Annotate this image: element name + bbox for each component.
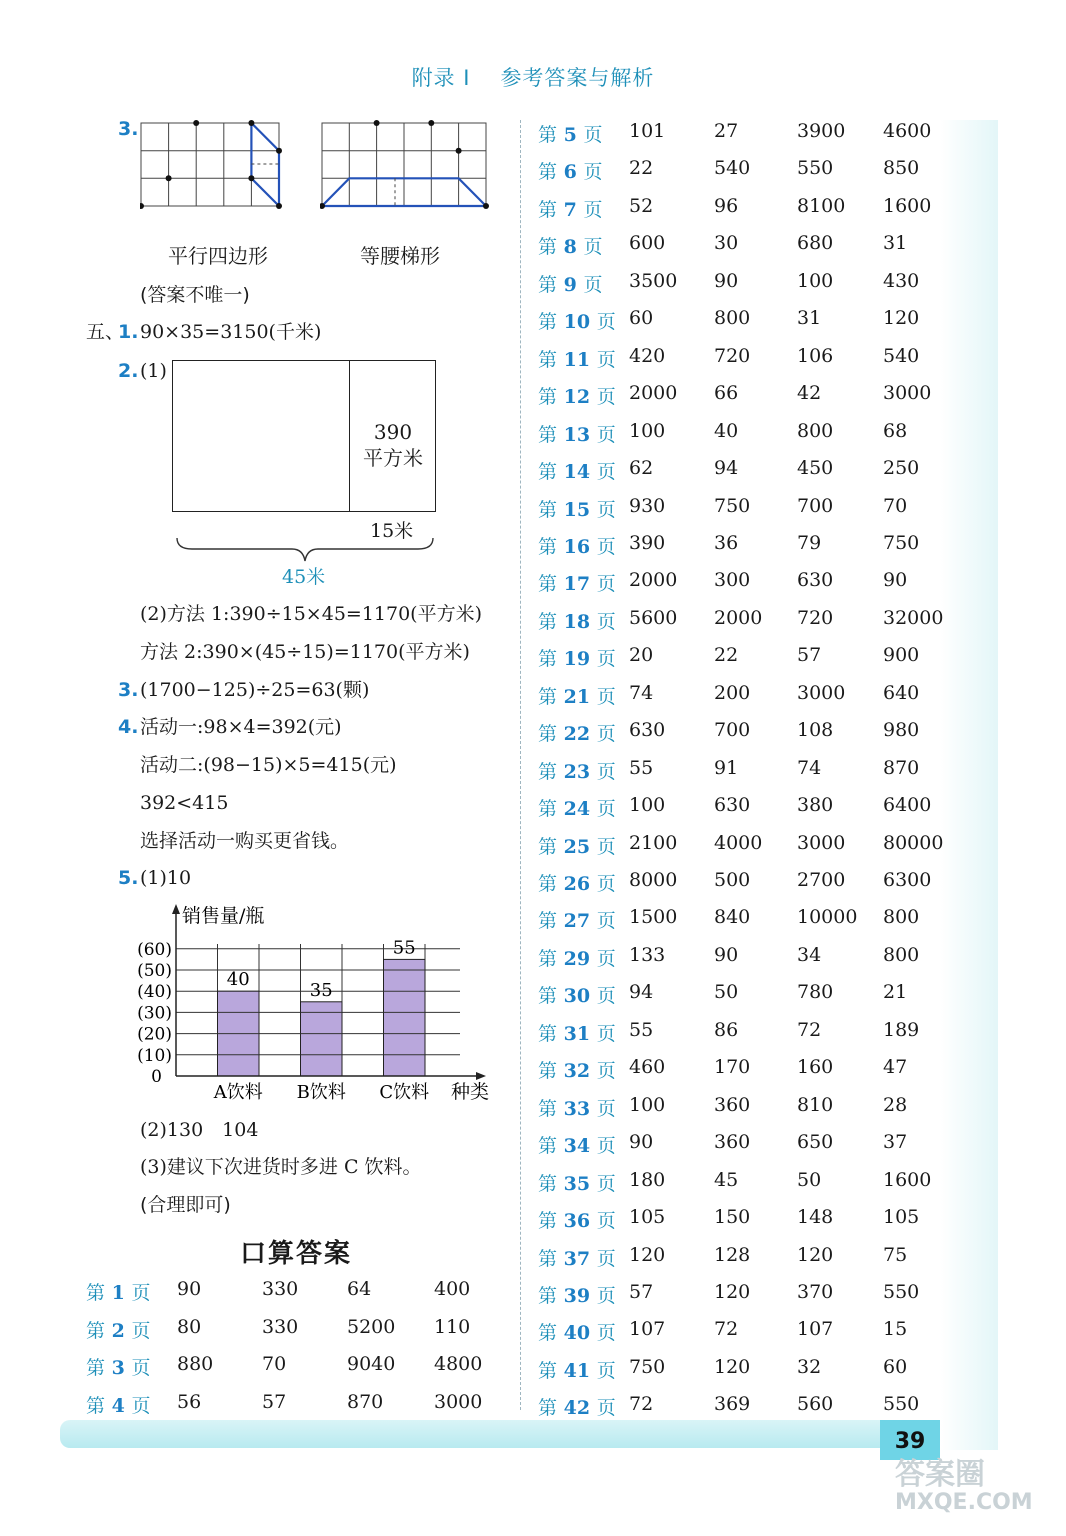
answer-value: 80000 [883, 831, 944, 854]
area-value: 390 [373, 420, 413, 444]
page-label-number: 31 [557, 1022, 597, 1045]
answer-value: 330 [262, 1315, 299, 1338]
answer-value: 550 [883, 1280, 920, 1303]
answer-value: 370 [797, 1280, 834, 1303]
answer-value: 750 [714, 494, 751, 517]
answer-value: 56 [177, 1390, 202, 1413]
page-label: 第 5 页 [538, 124, 603, 146]
answer-value: 47 [883, 1056, 908, 1079]
page-label: 第 22 页 [538, 723, 616, 746]
page-header [0, 62, 1066, 92]
page-label: 第 9 页 [538, 273, 603, 296]
answer-value: 1600 [883, 1168, 932, 1191]
answer-value: 250 [883, 457, 920, 480]
bar-value-label: 55 [392, 937, 416, 959]
page-label: 第 32 页 [538, 1060, 616, 1083]
answer-value: 750 [629, 1355, 666, 1378]
answer-value: 105 [629, 1206, 666, 1229]
answer-value: 100 [629, 794, 666, 817]
category-label: A饮料 [213, 1082, 263, 1102]
answer-value: 133 [629, 943, 666, 966]
bar-value-label: 40 [226, 969, 250, 991]
page-label: 第 10 页 [538, 311, 616, 334]
answer-value: 120 [714, 1280, 751, 1303]
answer-value: 4800 [434, 1353, 483, 1376]
answer-value: 108 [797, 719, 834, 742]
answer-value: 550 [797, 157, 834, 180]
answer-value: 630 [797, 569, 834, 592]
answer-value: 55 [629, 756, 654, 779]
answer-value: 22 [714, 644, 739, 667]
answer-value: 32000 [883, 606, 944, 629]
answer-value: 60 [883, 1355, 908, 1378]
category-label: B饮料 [296, 1082, 346, 1102]
watermark [895, 1458, 1065, 1533]
answer-value: 360 [714, 1131, 751, 1154]
page-label-number: 36 [557, 1210, 597, 1233]
answer-value: 106 [797, 344, 834, 367]
page-label-number: 40 [557, 1322, 597, 1345]
answer-value: 3000 [797, 831, 846, 854]
answer-value: 74 [629, 681, 654, 704]
column-divider [520, 120, 521, 1410]
answer-value: 160 [797, 1056, 834, 1079]
page-label-number: 35 [557, 1172, 597, 1195]
answer-value: 700 [714, 719, 751, 742]
answer-value: 80 [177, 1315, 202, 1338]
grid-isosceles-trapezoid [320, 120, 490, 210]
answer-value: 930 [629, 494, 666, 517]
page-label: 第 1 页 [86, 1282, 151, 1304]
answer-value: 400 [434, 1278, 471, 1300]
page-label: 第 40 页 [538, 1322, 616, 1345]
page-label-number: 3 [105, 1357, 132, 1380]
page-label: 第 3 页 [86, 1357, 151, 1380]
answer-value: 2000 [629, 382, 678, 405]
sec5-q1-number: 1. [118, 321, 139, 343]
answer-value: 57 [262, 1390, 287, 1413]
page-label: 第 30 页 [538, 985, 616, 1008]
answer-value: 30 [714, 232, 739, 255]
page-label-number: 5 [557, 124, 584, 146]
answer-value: 37 [883, 1131, 908, 1154]
answer-value: 870 [883, 756, 920, 779]
page-label-number: 39 [557, 1284, 597, 1307]
answer-value: 630 [629, 719, 666, 742]
answer-value: 20 [629, 644, 654, 667]
bar-value-label: 35 [309, 979, 333, 1001]
page-number: 39 [880, 1420, 940, 1460]
answer-value: 15 [883, 1318, 908, 1341]
page-label: 第 18 页 [538, 610, 616, 633]
sec5-q5-number: 5. [118, 867, 139, 889]
answer-value: 540 [883, 344, 920, 367]
page-label: 第 12 页 [538, 386, 616, 409]
page-label: 第 15 页 [538, 498, 616, 521]
y-tick-label: (10) [137, 1045, 172, 1066]
sec5-q5-part1: (1)10 [140, 867, 192, 889]
answer-value: 720 [714, 344, 751, 367]
page-label-number: 18 [557, 610, 597, 633]
total-width-label: 45米 [282, 566, 326, 588]
answer-value: 52 [629, 194, 654, 217]
answer-value: 55 [629, 1018, 654, 1041]
watermark-line2: MXQE.COM [895, 1490, 1033, 1515]
answer-value: 94 [714, 457, 739, 480]
answer-value: 68 [883, 419, 908, 442]
answer-value: 3000 [883, 382, 932, 405]
area-diagram [172, 360, 436, 512]
sec5-q4-activity2: 活动二:(98−15)×5=415(元) [140, 754, 397, 776]
sec5-q1-answer: 90×35=3150(千米) [140, 321, 322, 343]
answer-value: 720 [797, 606, 834, 629]
page-label-number: 34 [557, 1135, 597, 1158]
sec5-q2-method2: 方法 2:390×(45÷15)=1170(平方米) [140, 641, 470, 663]
page-label: 第 35 页 [538, 1172, 616, 1195]
answer-value: 800 [883, 943, 920, 966]
page-label: 第 26 页 [538, 873, 616, 895]
sales-bar-chart [120, 902, 500, 1102]
answer-value: 5600 [629, 606, 678, 629]
answer-value: 380 [797, 794, 834, 817]
answer-value: 128 [714, 1243, 751, 1266]
page-label: 第 8 页 [538, 236, 603, 259]
answer-value: 120 [883, 307, 920, 330]
answer-value: 34 [797, 943, 822, 966]
y-axis-label: 销售量/瓶 [182, 905, 265, 927]
answer-value: 107 [629, 1318, 666, 1341]
page-label: 第 31 页 [538, 1022, 616, 1045]
page-label: 第 41 页 [538, 1359, 616, 1382]
answer-value: 450 [797, 457, 834, 480]
page-label-number: 12 [557, 386, 597, 409]
answer-value: 28 [883, 1093, 908, 1116]
answer-value: 148 [797, 1206, 834, 1229]
answer-value: 66 [714, 382, 739, 405]
answer-value: 850 [883, 157, 920, 180]
answer-value: 369 [714, 1393, 751, 1416]
answer-value: 170 [714, 1056, 751, 1079]
y-tick-label: (60) [137, 939, 172, 960]
answer-value: 27 [714, 120, 739, 142]
answer-value: 90 [177, 1278, 202, 1300]
oral-answers-title: 口算答案 [240, 1239, 353, 1269]
answer-value: 200 [714, 681, 751, 704]
page-label: 第 14 页 [538, 461, 616, 484]
page-label-number: 30 [557, 985, 597, 1008]
answer-value: 900 [883, 644, 920, 667]
page-label-number: 27 [557, 910, 597, 933]
sec5-q5-part2: (2)130 104 [140, 1119, 259, 1141]
answer-value: 8100 [797, 194, 846, 217]
page-label: 第 19 页 [538, 648, 616, 671]
answer-value: 2700 [797, 869, 846, 891]
answer-value: 100 [629, 419, 666, 442]
page-label: 第 29 页 [538, 947, 616, 970]
answer-value: 3000 [797, 681, 846, 704]
page-label-number: 21 [557, 685, 597, 708]
sec5-q5-part3: (3)建议下次进货时多进 C 饮料。 [140, 1156, 422, 1178]
answer-value: 2100 [629, 831, 678, 854]
page-label: 第 39 页 [538, 1284, 616, 1307]
y-tick-label: (50) [137, 961, 172, 981]
answer-value: 101 [629, 120, 666, 142]
sec5-q5-part4: (合理即可) [140, 1194, 231, 1216]
answer-value: 630 [714, 794, 751, 817]
answer-value: 780 [797, 981, 834, 1004]
footer-band [60, 1420, 940, 1448]
answer-value: 31 [883, 232, 908, 255]
answer-value: 100 [629, 1093, 666, 1116]
page-label: 第 42 页 [538, 1397, 616, 1420]
answer-value: 460 [629, 1056, 666, 1079]
sec5-q2-part1: (1) [140, 360, 167, 382]
shape-label-parallelogram: 平行四边形 [168, 244, 268, 268]
page-label-number: 11 [557, 348, 597, 371]
y-tick-label: (30) [137, 1003, 172, 1024]
answer-value: 360 [714, 1093, 751, 1116]
page-label-number: 16 [557, 535, 597, 558]
answer-value: 70 [883, 494, 908, 517]
answer-value: 870 [347, 1390, 384, 1413]
sec5-q2-number: 2. [118, 360, 139, 382]
page-label-number: 4 [105, 1394, 132, 1417]
page-label: 第 7 页 [538, 198, 603, 221]
right-margin-band [940, 120, 998, 1450]
page-label: 第 21 页 [538, 685, 616, 708]
answer-value: 4000 [714, 831, 763, 854]
answer-value: 21 [883, 981, 908, 1004]
answer-value: 980 [883, 719, 920, 742]
answer-value: 810 [797, 1093, 834, 1116]
answer-value: 1500 [629, 906, 678, 929]
answer-value: 62 [629, 457, 654, 480]
answer-value: 60 [629, 307, 654, 330]
answer-value: 36 [714, 531, 739, 554]
answer-value: 430 [883, 269, 920, 292]
answer-value: 1600 [883, 194, 932, 217]
answer-value: 90 [629, 1131, 654, 1154]
page-label-number: 14 [557, 461, 597, 484]
answer-value: 700 [797, 494, 834, 517]
answer-value: 107 [797, 1318, 834, 1341]
sec5-q2-method1: (2)方法 1:390÷15×45=1170(平方米) [140, 603, 483, 625]
page-label: 第 17 页 [538, 573, 616, 596]
answer-value: 680 [797, 232, 834, 255]
page-label-number: 15 [557, 498, 597, 521]
category-label: C饮料 [379, 1082, 430, 1102]
small-width-label: 15米 [370, 520, 414, 542]
answer-value: 2000 [714, 606, 763, 629]
page-label: 第 27 页 [538, 910, 616, 933]
answer-value: 3900 [797, 120, 846, 142]
sec5-q4-compare: 392<415 [140, 792, 229, 814]
answer-value: 72 [797, 1018, 822, 1041]
header-title: 参考答案与解析 [500, 66, 655, 90]
answer-value: 105 [883, 1206, 920, 1229]
answer-value: 390 [629, 531, 666, 554]
y-axis-arrow [172, 904, 180, 914]
answer-value: 330 [262, 1278, 299, 1300]
sec5-q4-number: 4. [118, 716, 139, 738]
answer-value: 120 [797, 1243, 834, 1266]
answer-value: 300 [714, 569, 751, 592]
grid-parallelogram [140, 120, 282, 210]
page-label-number: 33 [557, 1097, 597, 1120]
answer-value: 57 [629, 1280, 654, 1303]
page-label-number: 19 [557, 648, 597, 671]
answer-value: 22 [629, 157, 654, 180]
answer-value: 9040 [347, 1353, 396, 1376]
answer-value: 800 [883, 906, 920, 929]
answer-value: 650 [797, 1131, 834, 1154]
answer-value: 10000 [797, 906, 858, 929]
page-label-number: 6 [557, 161, 584, 184]
answer-value: 560 [797, 1393, 834, 1416]
page-label-number: 24 [557, 798, 597, 821]
width-brace [172, 535, 438, 565]
bar-1 [301, 1002, 343, 1076]
page-label: 第 36 页 [538, 1210, 616, 1233]
answer-value: 96 [714, 194, 739, 217]
q3-number: 3. [118, 118, 139, 140]
answer-value: 3000 [434, 1390, 483, 1413]
page-label-number: 22 [557, 723, 597, 746]
page-label: 第 16 页 [538, 535, 616, 558]
page-label: 第 33 页 [538, 1097, 616, 1120]
answer-value: 90 [714, 269, 739, 292]
answer-value: 31 [797, 307, 822, 330]
page-label-number: 32 [557, 1060, 597, 1083]
answer-value: 70 [262, 1353, 287, 1376]
page-label-number: 2 [105, 1319, 132, 1342]
page-label-number: 29 [557, 947, 597, 970]
answer-value: 100 [797, 269, 834, 292]
answer-value: 500 [714, 869, 751, 891]
answer-value: 86 [714, 1018, 739, 1041]
answer-value: 2000 [629, 569, 678, 592]
x-axis-arrow [476, 1072, 486, 1080]
answer-value: 64 [347, 1278, 372, 1300]
page-label-number: 41 [557, 1359, 597, 1382]
page-label: 第 24 页 [538, 798, 616, 821]
answer-value: 42 [797, 382, 822, 405]
answer-value: 800 [797, 419, 834, 442]
page-label: 第 13 页 [538, 423, 616, 446]
page-label: 第 25 页 [538, 835, 616, 858]
answer-value: 180 [629, 1168, 666, 1191]
answer-value: 420 [629, 344, 666, 367]
page-label: 第 6 页 [538, 161, 603, 184]
answer-value: 6300 [883, 869, 932, 891]
answer-value: 94 [629, 981, 654, 1004]
page-label: 第 37 页 [538, 1247, 616, 1270]
answer-value: 74 [797, 756, 822, 779]
answer-value: 550 [883, 1393, 920, 1416]
sec5-q3-answer: (1700−125)÷25=63(颗) [140, 679, 370, 701]
origin-label: 0 [151, 1067, 162, 1087]
page-label-number: 13 [557, 423, 597, 446]
answer-value: 72 [714, 1318, 739, 1341]
answer-value: 5200 [347, 1315, 396, 1338]
y-tick-label: (40) [137, 982, 172, 1003]
answer-value: 800 [714, 307, 751, 330]
answer-value: 600 [629, 232, 666, 255]
page-label-number: 1 [105, 1282, 132, 1304]
answer-value: 75 [883, 1243, 908, 1266]
page-label-number: 42 [557, 1397, 597, 1420]
answer-value: 72 [629, 1393, 654, 1416]
answer-value: 50 [797, 1168, 822, 1191]
answer-value: 750 [883, 531, 920, 554]
page-label-number: 7 [557, 198, 584, 221]
answer-value: 6400 [883, 794, 932, 817]
answer-value: 50 [714, 981, 739, 1004]
answer-value: 79 [797, 531, 822, 554]
page-label: 第 2 页 [86, 1319, 151, 1342]
page-label-number: 9 [557, 273, 584, 296]
page-label: 第 11 页 [538, 348, 616, 371]
answer-value: 40 [714, 419, 739, 442]
answer-value: 120 [714, 1355, 751, 1378]
header-appendix: 附录 I [411, 66, 471, 90]
answer-value: 110 [434, 1315, 471, 1338]
page-label-number: 17 [557, 573, 597, 596]
answer-value: 45 [714, 1168, 739, 1191]
answer-value: 4600 [883, 120, 932, 142]
watermark-line1: 答案圈 [895, 1457, 985, 1492]
answer-value: 120 [629, 1243, 666, 1266]
y-tick-label: (20) [137, 1024, 172, 1045]
page-label: 第 34 页 [538, 1135, 616, 1158]
answer-value: 189 [883, 1018, 920, 1041]
page-label: 第 23 页 [538, 760, 616, 783]
sec5-q3-number: 3. [118, 679, 139, 701]
answer-value: 150 [714, 1206, 751, 1229]
page-label-number: 25 [557, 835, 597, 858]
shape-label-trapezoid: 等腰梯形 [360, 244, 440, 268]
bar-2 [384, 959, 426, 1076]
sec5-q4-activity1: 活动一:98×4=392(元) [140, 716, 342, 738]
page-label-number: 10 [557, 311, 597, 334]
answer-value: 90 [714, 943, 739, 966]
page-label: 第 4 页 [86, 1394, 151, 1417]
answer-value: 32 [797, 1355, 822, 1378]
answer-value: 57 [797, 644, 822, 667]
sec5-q4-conclusion: 选择活动一购买更省钱。 [140, 830, 350, 852]
answer-value: 91 [714, 756, 739, 779]
answer-value: 840 [714, 906, 751, 929]
answer-value: 880 [177, 1353, 214, 1376]
section-5-label: 五、 [86, 321, 125, 343]
page-label-number: 37 [557, 1247, 597, 1270]
x-axis-label: 种类 [450, 1081, 490, 1102]
page-label-number: 23 [557, 760, 597, 783]
answer-value: 3500 [629, 269, 678, 292]
answer-value: 540 [714, 157, 751, 180]
page-label-number: 26 [557, 873, 597, 895]
answer-value: 90 [883, 569, 908, 592]
area-unit: 平方米 [363, 446, 423, 470]
page-label-number: 8 [557, 236, 584, 259]
answer-value: 640 [883, 681, 920, 704]
q3-note: (答案不唯一) [140, 284, 250, 306]
answer-value: 8000 [629, 869, 678, 891]
